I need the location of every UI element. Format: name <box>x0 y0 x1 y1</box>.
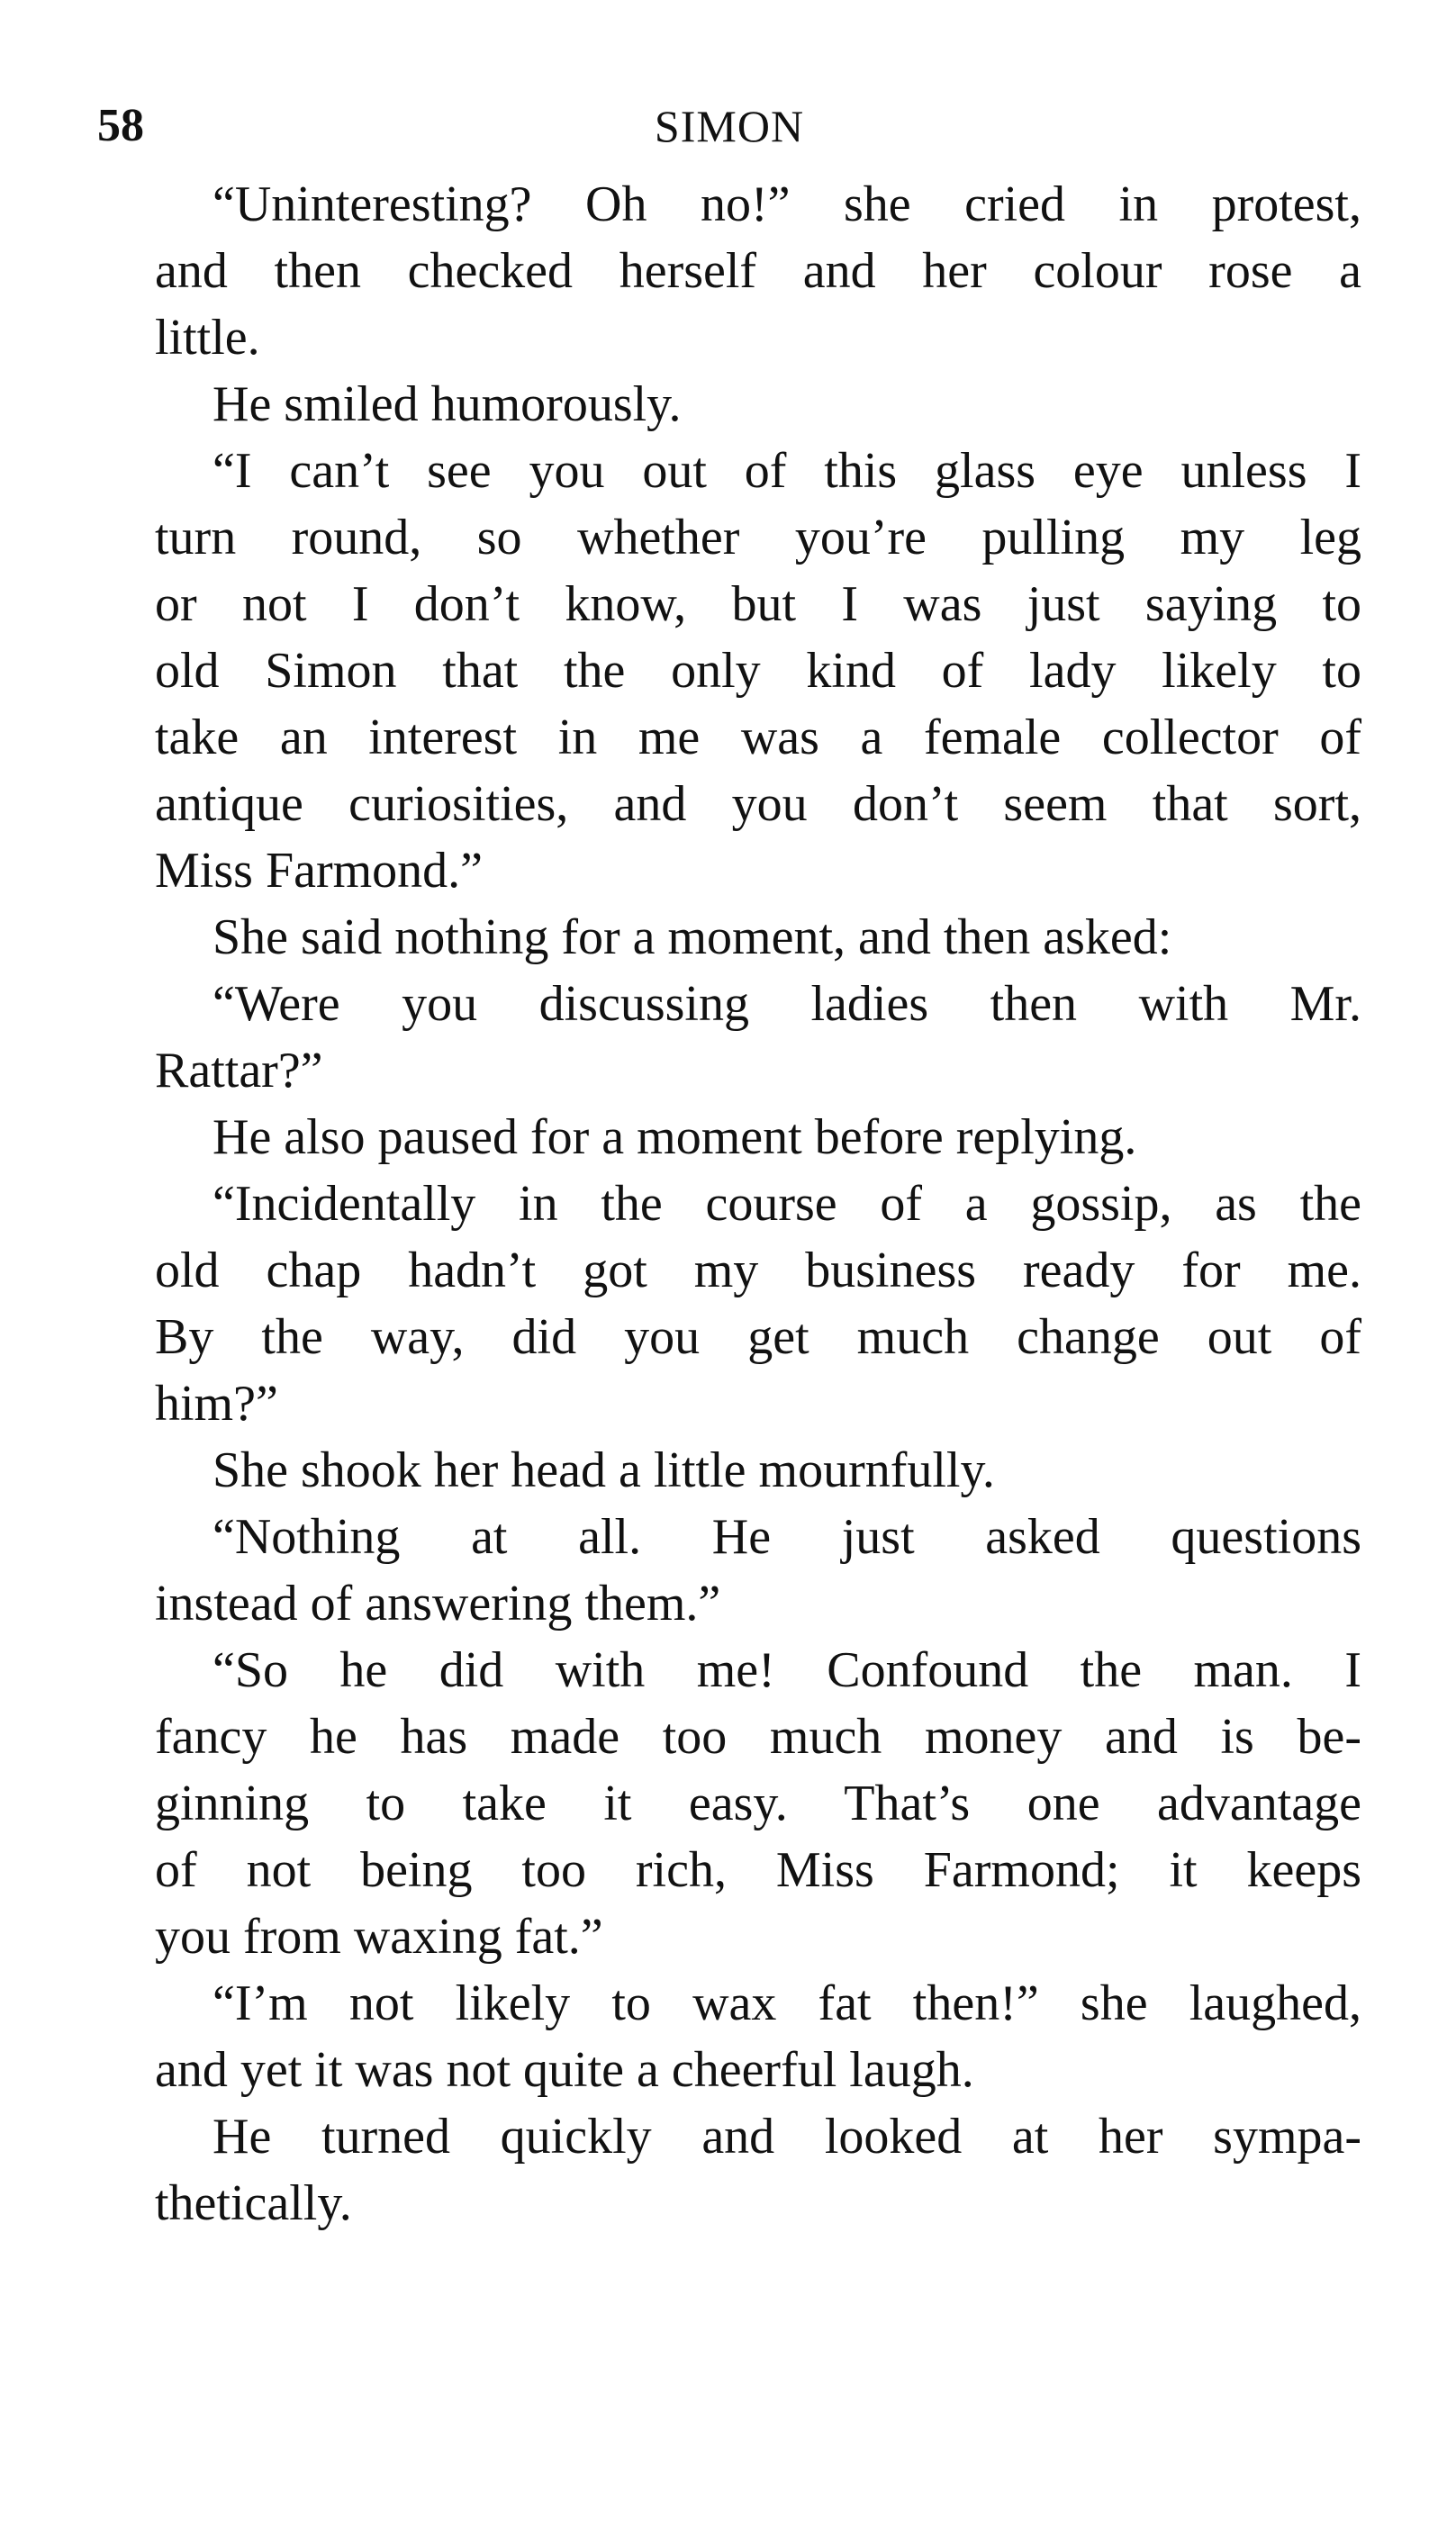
text-line: or not I don’t know, but I was just saying to <box>155 576 1361 632</box>
text-line: “Nothing at all. He just asked questions <box>213 1509 1361 1565</box>
text-line: fancy he has made too much money and is be- <box>155 1709 1361 1765</box>
text-line: ginning to take it easy. That’s one advantage <box>155 1776 1361 1831</box>
paragraph <box>97 1104 1361 1171</box>
text-line: By the way, did you get much change out of <box>155 1309 1361 1365</box>
text-line: take an interest in me was a female collector of <box>155 710 1361 765</box>
text-line: and then checked herself and her colour rose a <box>155 243 1361 299</box>
paragraph <box>97 1637 1361 1970</box>
paragraph <box>97 1504 1361 1637</box>
text-line: antique curiosities, and you don’t seem that sort, <box>155 776 1361 832</box>
paragraph <box>97 1437 1361 1504</box>
text-line: She said nothing for a moment, and then asked: <box>213 909 1172 965</box>
text-line: old Simon that the only kind of lady likely to <box>155 643 1361 699</box>
text-line: He also paused for a moment before replying. <box>213 1109 1137 1165</box>
text-line: him?” <box>155 1376 278 1432</box>
text-line: old chap hadn’t got my business ready for me. <box>155 1243 1361 1298</box>
text-line: of not being too rich, Miss Farmond; it keeps <box>155 1842 1361 1898</box>
text-line: “Incidentally in the course of a gossip, as the <box>213 1176 1361 1232</box>
text-line: “I can’t see you out of this glass eye unless I <box>213 443 1361 499</box>
text-line: “Uninteresting? Oh no!” she cried in protest, <box>213 176 1361 232</box>
text-line: She shook her head a little mournfully. <box>213 1442 995 1498</box>
paragraph <box>97 1970 1361 2103</box>
text-line: He smiled humorously. <box>213 376 682 432</box>
paragraph <box>97 971 1361 1104</box>
running-head: SIMON <box>654 101 805 151</box>
text-line: thetically. <box>155 2175 352 2231</box>
text-line: He turned quickly and looked at her sympa- <box>213 2109 1361 2165</box>
text-line: “I’m not likely to wax fat then!” she laughed, <box>213 1975 1361 2031</box>
text-line: little. <box>155 310 260 366</box>
page-number: 58 <box>97 100 144 151</box>
text-line: Rattar?” <box>155 1043 323 1098</box>
text-line: instead of answering them.” <box>155 1576 721 1632</box>
body-text <box>97 171 1361 2237</box>
text-line: you from waxing fat.” <box>155 1909 603 1965</box>
paragraph <box>97 904 1361 971</box>
paragraph <box>97 2103 1361 2237</box>
text-line: “So he did with me! Confound the man. I <box>213 1642 1361 1698</box>
text-line: turn round, so whether you’re pulling my leg <box>155 510 1361 565</box>
paragraph <box>97 438 1361 904</box>
page-header <box>97 90 1361 162</box>
text-line: “Were you discussing ladies then with Mr. <box>213 976 1361 1032</box>
paragraph <box>97 371 1361 438</box>
text-line: Miss Farmond.” <box>155 843 483 899</box>
paragraph <box>97 171 1361 371</box>
paragraph <box>97 1171 1361 1437</box>
text-line: and yet it was not quite a cheerful laugh. <box>155 2042 974 2098</box>
